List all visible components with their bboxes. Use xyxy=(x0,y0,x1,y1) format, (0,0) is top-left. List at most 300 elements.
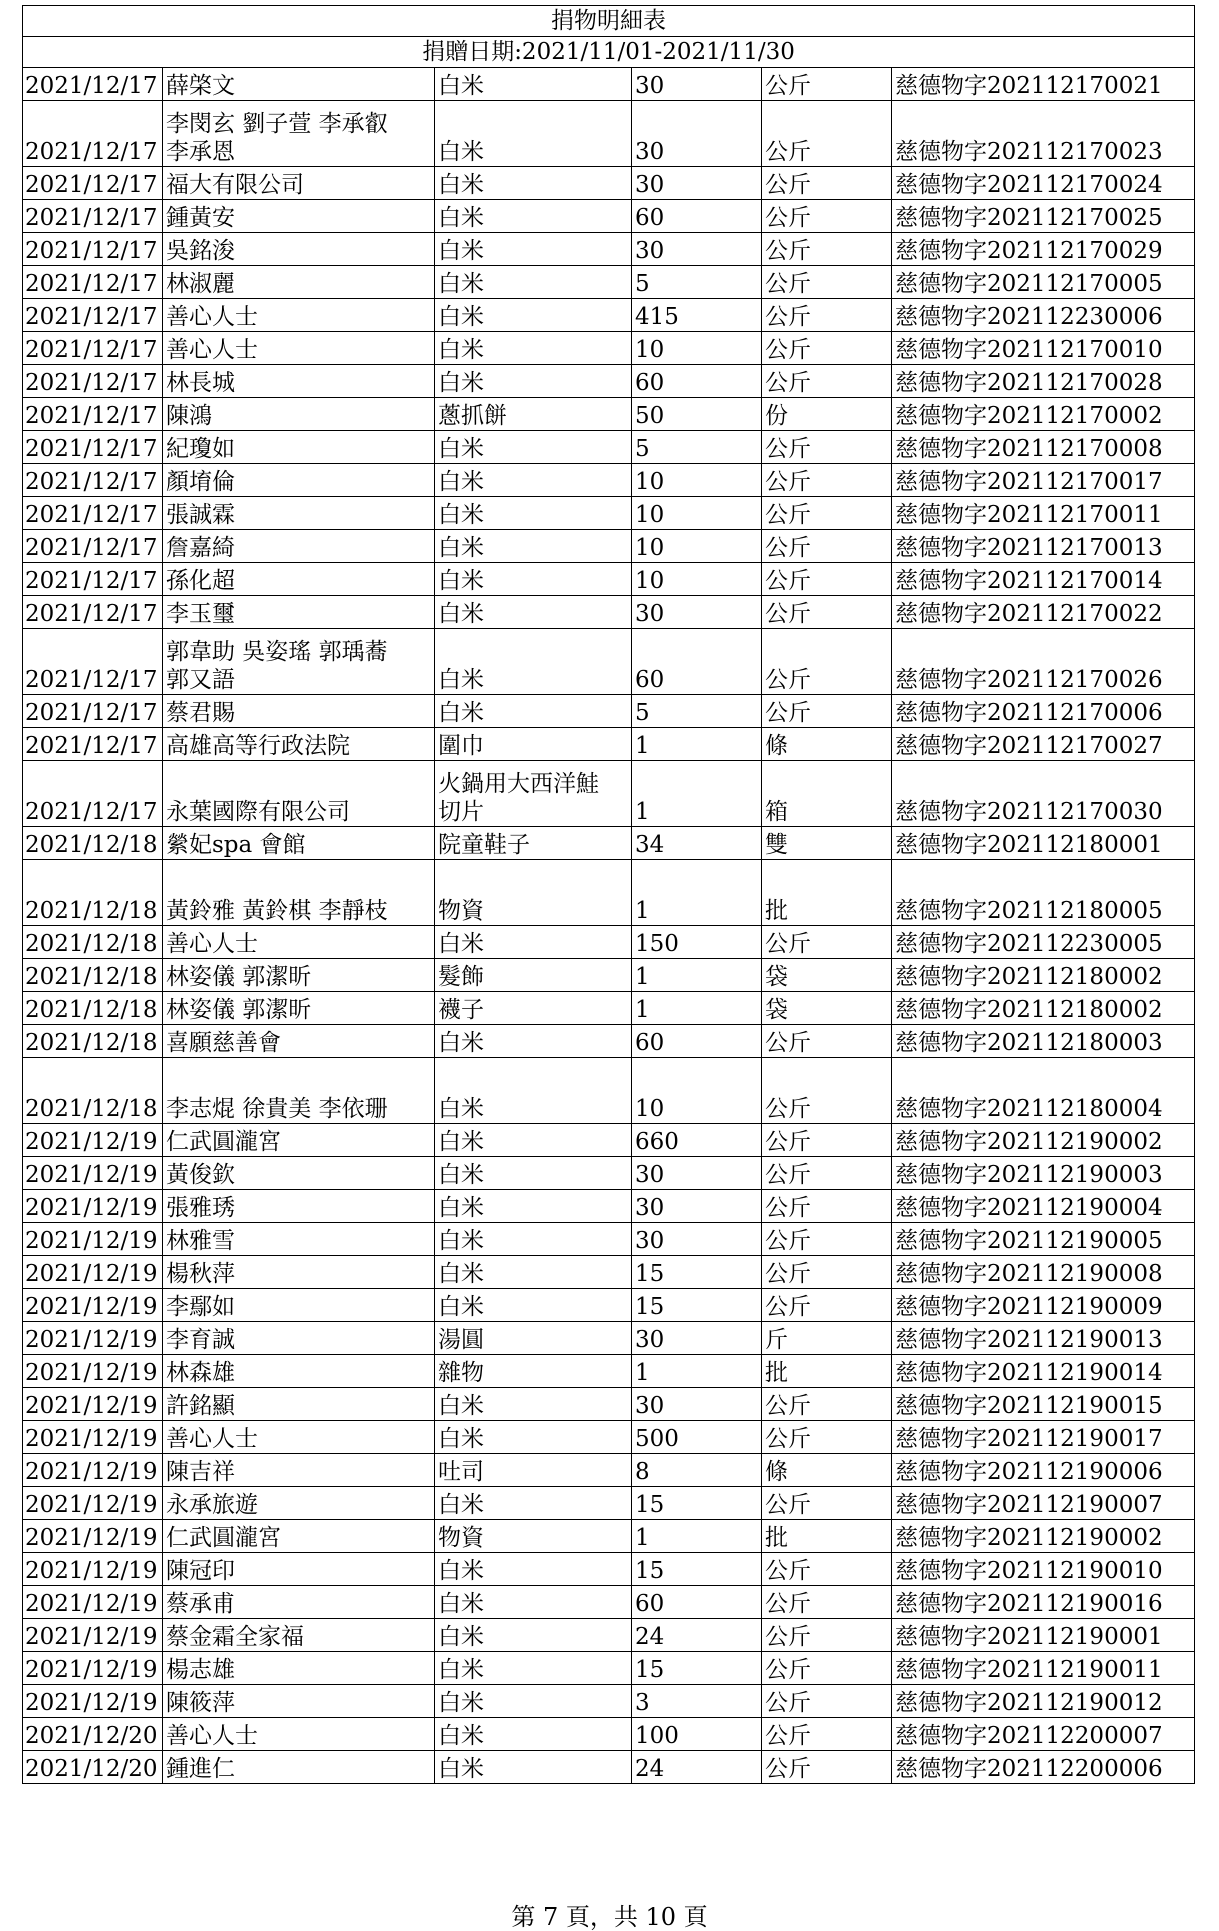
donor-cell xyxy=(163,1322,435,1355)
item-cell-line: 白米 xyxy=(438,601,484,627)
unit-cell: 公斤 xyxy=(762,365,892,398)
quantity-cell: 30 xyxy=(632,101,762,167)
donor-cell xyxy=(163,1025,435,1058)
item-cell xyxy=(435,1223,632,1256)
unit-cell: 批 xyxy=(762,860,892,926)
item-cell xyxy=(435,530,632,563)
item-cell-line: 白米 xyxy=(438,1393,484,1419)
donor-cell xyxy=(163,497,435,530)
quantity-cell: 1 xyxy=(632,728,762,761)
donor-cell-line: 郭韋助 吳姿瑤 郭瑀蕎 xyxy=(166,639,388,665)
receipt-number-cell: 慈德物字202112180003 xyxy=(892,1025,1195,1058)
unit-cell: 箱 xyxy=(762,761,892,827)
date-cell: 2021/12/19 xyxy=(23,1190,163,1223)
item-cell-line: 白米 xyxy=(438,1030,484,1056)
unit-cell: 公斤 xyxy=(762,1289,892,1322)
donor-cell xyxy=(163,1058,435,1124)
table-row xyxy=(23,167,1195,200)
donor-cell-line: 林姿儀 郭潔昕 xyxy=(166,997,312,1023)
donor-cell xyxy=(163,563,435,596)
donor-cell-line: 楊志雄 xyxy=(166,1657,235,1683)
quantity-cell: 1 xyxy=(632,1355,762,1388)
donor-cell xyxy=(163,695,435,728)
table-row xyxy=(23,68,1195,101)
item-cell xyxy=(435,1619,632,1652)
quantity-cell: 10 xyxy=(632,1058,762,1124)
quantity-cell: 10 xyxy=(632,563,762,596)
item-cell-line: 白米 xyxy=(438,73,484,99)
donor-cell-line: 縈妃spa 會館 xyxy=(166,832,306,858)
receipt-number-cell: 慈德物字202112170026 xyxy=(892,629,1195,695)
donor-cell xyxy=(163,266,435,299)
quantity-cell: 50 xyxy=(632,398,762,431)
quantity-cell: 30 xyxy=(632,167,762,200)
receipt-number-cell: 慈德物字202112190005 xyxy=(892,1223,1195,1256)
quantity-cell: 24 xyxy=(632,1619,762,1652)
unit-cell: 公斤 xyxy=(762,497,892,530)
donor-cell xyxy=(163,233,435,266)
item-cell-line: 白米 xyxy=(438,1558,484,1584)
unit-cell: 公斤 xyxy=(762,200,892,233)
date-cell: 2021/12/17 xyxy=(23,101,163,167)
item-cell xyxy=(435,464,632,497)
donor-cell xyxy=(163,68,435,101)
donor-cell-line: 善心人士 xyxy=(166,304,258,330)
donor-cell xyxy=(163,332,435,365)
unit-cell: 公斤 xyxy=(762,233,892,266)
receipt-number-cell: 慈德物字202112180001 xyxy=(892,827,1195,860)
date-cell: 2021/12/17 xyxy=(23,266,163,299)
donor-cell xyxy=(163,1256,435,1289)
quantity-cell: 150 xyxy=(632,926,762,959)
receipt-number-cell: 慈德物字202112190015 xyxy=(892,1388,1195,1421)
donor-cell-line: 陳筱萍 xyxy=(166,1690,235,1716)
donor-cell-line: 顏堉倫 xyxy=(166,469,235,495)
item-cell xyxy=(435,1520,632,1553)
unit-cell: 公斤 xyxy=(762,1751,892,1784)
donor-cell-line: 林雅雪 xyxy=(166,1228,235,1254)
item-cell xyxy=(435,695,632,728)
unit-cell: 斤 xyxy=(762,1322,892,1355)
donor-cell xyxy=(163,398,435,431)
date-cell: 2021/12/19 xyxy=(23,1421,163,1454)
item-cell-line: 白米 xyxy=(438,700,484,726)
item-cell xyxy=(435,497,632,530)
donation-table xyxy=(22,5,1195,1784)
table-row xyxy=(23,398,1195,431)
receipt-number-cell: 慈德物字202112190004 xyxy=(892,1190,1195,1223)
item-cell-line: 白米 xyxy=(438,931,484,957)
receipt-number-cell: 慈德物字202112180002 xyxy=(892,959,1195,992)
table-row xyxy=(23,101,1195,167)
donor-cell-line: 紀瓊如 xyxy=(166,436,235,462)
receipt-number-cell: 慈德物字202112170022 xyxy=(892,596,1195,629)
receipt-number-cell: 慈德物字202112180004 xyxy=(892,1058,1195,1124)
quantity-cell: 34 xyxy=(632,827,762,860)
unit-cell: 公斤 xyxy=(762,101,892,167)
quantity-cell: 24 xyxy=(632,1751,762,1784)
donor-cell-line: 黃鈴雅 黃鈴棋 李靜枝 xyxy=(166,898,388,924)
item-cell xyxy=(435,299,632,332)
item-cell-line: 白米 xyxy=(438,1129,484,1155)
unit-cell: 公斤 xyxy=(762,530,892,563)
item-cell xyxy=(435,1256,632,1289)
donor-cell-line: 仁武圓瀧宮 xyxy=(166,1525,281,1551)
donor-cell-line: 張誠霖 xyxy=(166,502,235,528)
unit-cell: 袋 xyxy=(762,992,892,1025)
unit-cell: 條 xyxy=(762,1454,892,1487)
table-row xyxy=(23,497,1195,530)
donor-cell-line: 善心人士 xyxy=(166,1426,258,1452)
table-row xyxy=(23,1124,1195,1157)
item-cell-line: 白米 xyxy=(438,271,484,297)
table-row xyxy=(23,1322,1195,1355)
date-cell: 2021/12/19 xyxy=(23,1256,163,1289)
item-cell-line: 白米 xyxy=(438,1657,484,1683)
table-row xyxy=(23,1058,1195,1124)
item-cell xyxy=(435,827,632,860)
receipt-number-cell: 慈德物字202112170006 xyxy=(892,695,1195,728)
item-cell xyxy=(435,563,632,596)
table-title: 捐物明細表 xyxy=(23,6,1195,37)
receipt-number-cell: 慈德物字202112170029 xyxy=(892,233,1195,266)
donor-cell-line: 楊秋萍 xyxy=(166,1261,235,1287)
date-cell: 2021/12/17 xyxy=(23,398,163,431)
donor-cell-line: 善心人士 xyxy=(166,1723,258,1749)
donor-cell-line: 李鄢如 xyxy=(166,1294,235,1320)
donor-cell xyxy=(163,530,435,563)
donor-cell-line: 仁武圓瀧宮 xyxy=(166,1129,281,1155)
date-cell: 2021/12/19 xyxy=(23,1553,163,1586)
receipt-number-cell: 慈德物字202112190009 xyxy=(892,1289,1195,1322)
unit-cell: 公斤 xyxy=(762,1157,892,1190)
item-cell xyxy=(435,1025,632,1058)
donor-cell xyxy=(163,1520,435,1553)
donor-cell-line: 善心人士 xyxy=(166,931,258,957)
receipt-number-cell: 慈德物字202112230006 xyxy=(892,299,1195,332)
quantity-cell: 1 xyxy=(632,959,762,992)
item-cell xyxy=(435,1388,632,1421)
quantity-cell: 15 xyxy=(632,1553,762,1586)
table-row xyxy=(23,860,1195,926)
item-cell xyxy=(435,1487,632,1520)
unit-cell: 公斤 xyxy=(762,332,892,365)
table-row xyxy=(23,332,1195,365)
quantity-cell: 30 xyxy=(632,68,762,101)
receipt-number-cell: 慈德物字202112190002 xyxy=(892,1124,1195,1157)
quantity-cell: 10 xyxy=(632,464,762,497)
table-row xyxy=(23,1619,1195,1652)
table-row xyxy=(23,530,1195,563)
donor-cell-line: 鍾黃安 xyxy=(166,205,235,231)
receipt-number-cell: 慈德物字202112190016 xyxy=(892,1586,1195,1619)
receipt-number-cell: 慈德物字202112170011 xyxy=(892,497,1195,530)
receipt-number-cell: 慈德物字202112170002 xyxy=(892,398,1195,431)
quantity-cell: 60 xyxy=(632,1025,762,1058)
donor-cell-line: 永承旅遊 xyxy=(166,1492,258,1518)
receipt-number-cell: 慈德物字202112170027 xyxy=(892,728,1195,761)
date-cell: 2021/12/17 xyxy=(23,497,163,530)
quantity-cell: 8 xyxy=(632,1454,762,1487)
receipt-number-cell: 慈德物字202112170008 xyxy=(892,431,1195,464)
date-cell: 2021/12/20 xyxy=(23,1718,163,1751)
item-cell-line: 切片 xyxy=(438,799,484,825)
item-cell xyxy=(435,167,632,200)
item-cell-line: 白米 xyxy=(438,139,484,165)
item-cell xyxy=(435,728,632,761)
donor-cell xyxy=(163,860,435,926)
date-cell: 2021/12/19 xyxy=(23,1652,163,1685)
date-cell: 2021/12/19 xyxy=(23,1487,163,1520)
item-cell xyxy=(435,431,632,464)
date-cell: 2021/12/17 xyxy=(23,332,163,365)
receipt-number-cell: 慈德物字202112170023 xyxy=(892,101,1195,167)
date-cell: 2021/12/19 xyxy=(23,1157,163,1190)
receipt-number-cell: 慈德物字202112190002 xyxy=(892,1520,1195,1553)
unit-cell: 公斤 xyxy=(762,1025,892,1058)
donor-cell xyxy=(163,926,435,959)
table-row xyxy=(23,266,1195,299)
item-cell-line: 白米 xyxy=(438,1426,484,1452)
item-cell-line: 白米 xyxy=(438,172,484,198)
receipt-number-cell: 慈德物字202112190011 xyxy=(892,1652,1195,1685)
receipt-number-cell: 慈德物字202112190012 xyxy=(892,1685,1195,1718)
date-cell: 2021/12/19 xyxy=(23,1586,163,1619)
quantity-cell: 10 xyxy=(632,332,762,365)
item-cell xyxy=(435,332,632,365)
donor-cell xyxy=(163,1223,435,1256)
date-cell: 2021/12/20 xyxy=(23,1751,163,1784)
quantity-cell: 100 xyxy=(632,1718,762,1751)
table-row xyxy=(23,827,1195,860)
unit-cell: 公斤 xyxy=(762,1388,892,1421)
unit-cell: 公斤 xyxy=(762,167,892,200)
donor-cell-line: 永葉國際有限公司 xyxy=(166,799,350,825)
unit-cell: 公斤 xyxy=(762,431,892,464)
donor-cell-line xyxy=(166,1067,434,1095)
quantity-cell: 30 xyxy=(632,1157,762,1190)
item-cell xyxy=(435,365,632,398)
donor-cell-line: 李志焜 徐貴美 李依珊 xyxy=(166,1096,388,1122)
table-row xyxy=(23,1421,1195,1454)
quantity-cell: 30 xyxy=(632,1223,762,1256)
table-row xyxy=(23,728,1195,761)
quantity-cell: 5 xyxy=(632,431,762,464)
item-cell-line: 白米 xyxy=(438,1195,484,1221)
item-cell-line: 白米 xyxy=(438,1261,484,1287)
table-row xyxy=(23,1388,1195,1421)
item-cell-line: 湯圓 xyxy=(438,1327,484,1353)
item-cell xyxy=(435,1586,632,1619)
receipt-number-cell: 慈德物字202112170030 xyxy=(892,761,1195,827)
item-cell-line: 白米 xyxy=(438,667,484,693)
quantity-cell: 1 xyxy=(632,860,762,926)
item-cell-line: 白米 xyxy=(438,304,484,330)
donor-cell-line: 蔡金霜全家福 xyxy=(166,1624,304,1650)
donor-cell-line: 李玉璽 xyxy=(166,601,235,627)
item-cell xyxy=(435,1421,632,1454)
donor-cell xyxy=(163,629,435,695)
unit-cell: 公斤 xyxy=(762,464,892,497)
item-cell-line: 白米 xyxy=(438,337,484,363)
table-row xyxy=(23,464,1195,497)
item-cell-line: 白米 xyxy=(438,502,484,528)
table-row xyxy=(23,1157,1195,1190)
date-cell: 2021/12/19 xyxy=(23,1289,163,1322)
date-cell: 2021/12/18 xyxy=(23,827,163,860)
table-row xyxy=(23,431,1195,464)
donor-cell xyxy=(163,365,435,398)
item-cell-line: 襪子 xyxy=(438,997,484,1023)
item-cell-line: 火鍋用大西洋鮭 xyxy=(438,771,599,797)
unit-cell: 公斤 xyxy=(762,1124,892,1157)
donor-cell-line: 蔡承甫 xyxy=(166,1591,235,1617)
table-row xyxy=(23,695,1195,728)
item-cell xyxy=(435,1718,632,1751)
date-cell: 2021/12/18 xyxy=(23,1025,163,1058)
table-row xyxy=(23,761,1195,827)
date-cell: 2021/12/17 xyxy=(23,233,163,266)
quantity-cell: 30 xyxy=(632,1388,762,1421)
receipt-number-cell: 慈德物字202112170010 xyxy=(892,332,1195,365)
receipt-number-cell: 慈德物字202112180005 xyxy=(892,860,1195,926)
donor-cell-line: 李承恩 xyxy=(166,139,235,165)
unit-cell: 公斤 xyxy=(762,926,892,959)
receipt-number-cell: 慈德物字202112190013 xyxy=(892,1322,1195,1355)
table-row xyxy=(23,926,1195,959)
donor-cell-line: 陳鴻 xyxy=(166,403,212,429)
quantity-cell: 30 xyxy=(632,596,762,629)
item-cell xyxy=(435,992,632,1025)
item-cell xyxy=(435,1751,632,1784)
unit-cell: 公斤 xyxy=(762,1586,892,1619)
donor-cell xyxy=(163,1652,435,1685)
table-row xyxy=(23,563,1195,596)
table-row xyxy=(23,959,1195,992)
quantity-cell: 5 xyxy=(632,695,762,728)
donor-cell xyxy=(163,464,435,497)
table-row xyxy=(23,1223,1195,1256)
donor-cell-line: 林長城 xyxy=(166,370,235,396)
quantity-cell: 10 xyxy=(632,530,762,563)
quantity-cell: 1 xyxy=(632,1520,762,1553)
quantity-cell: 10 xyxy=(632,497,762,530)
unit-cell: 公斤 xyxy=(762,563,892,596)
quantity-cell: 60 xyxy=(632,629,762,695)
date-cell: 2021/12/17 xyxy=(23,761,163,827)
unit-cell: 公斤 xyxy=(762,266,892,299)
item-cell xyxy=(435,266,632,299)
donor-cell xyxy=(163,1388,435,1421)
item-cell xyxy=(435,1454,632,1487)
unit-cell: 公斤 xyxy=(762,1190,892,1223)
table-row xyxy=(23,233,1195,266)
date-cell: 2021/12/17 xyxy=(23,200,163,233)
item-cell xyxy=(435,1289,632,1322)
date-cell: 2021/12/19 xyxy=(23,1322,163,1355)
date-range: 捐贈日期:2021/11/01-2021/11/30 xyxy=(23,37,1195,68)
quantity-cell: 60 xyxy=(632,200,762,233)
donor-cell-line xyxy=(166,869,434,897)
quantity-cell: 415 xyxy=(632,299,762,332)
item-cell xyxy=(435,233,632,266)
item-cell xyxy=(435,1355,632,1388)
date-cell: 2021/12/18 xyxy=(23,959,163,992)
item-cell-line: 白米 xyxy=(438,1228,484,1254)
donor-cell-line: 善心人士 xyxy=(166,337,258,363)
item-cell-line: 白米 xyxy=(438,1162,484,1188)
table-row xyxy=(23,1685,1195,1718)
date-cell: 2021/12/17 xyxy=(23,629,163,695)
table-row xyxy=(23,1355,1195,1388)
date-cell: 2021/12/17 xyxy=(23,68,163,101)
item-cell-line: 白米 xyxy=(438,370,484,396)
unit-cell: 公斤 xyxy=(762,1223,892,1256)
unit-cell: 公斤 xyxy=(762,596,892,629)
date-cell: 2021/12/19 xyxy=(23,1223,163,1256)
date-cell: 2021/12/17 xyxy=(23,431,163,464)
receipt-number-cell: 慈德物字202112170005 xyxy=(892,266,1195,299)
date-cell: 2021/12/17 xyxy=(23,695,163,728)
date-cell: 2021/12/17 xyxy=(23,530,163,563)
item-cell xyxy=(435,959,632,992)
donor-cell xyxy=(163,1190,435,1223)
item-cell xyxy=(435,629,632,695)
item-cell xyxy=(435,68,632,101)
receipt-number-cell: 慈德物字202112170028 xyxy=(892,365,1195,398)
unit-cell: 公斤 xyxy=(762,1421,892,1454)
item-cell-line: 雜物 xyxy=(438,1360,484,1386)
receipt-number-cell: 慈德物字202112170021 xyxy=(892,68,1195,101)
unit-cell: 雙 xyxy=(762,827,892,860)
unit-cell: 公斤 xyxy=(762,1718,892,1751)
donor-cell xyxy=(163,1619,435,1652)
donor-cell xyxy=(163,827,435,860)
table-row xyxy=(23,1289,1195,1322)
donor-cell xyxy=(163,101,435,167)
receipt-number-cell: 慈德物字202112230005 xyxy=(892,926,1195,959)
receipt-number-cell: 慈德物字202112170013 xyxy=(892,530,1195,563)
date-cell: 2021/12/17 xyxy=(23,464,163,497)
date-cell: 2021/12/17 xyxy=(23,365,163,398)
receipt-number-cell: 慈德物字202112170014 xyxy=(892,563,1195,596)
date-cell: 2021/12/17 xyxy=(23,299,163,332)
unit-cell: 公斤 xyxy=(762,68,892,101)
table-row xyxy=(23,200,1195,233)
date-cell: 2021/12/19 xyxy=(23,1355,163,1388)
quantity-cell: 5 xyxy=(632,266,762,299)
item-cell-line: 白米 xyxy=(438,1756,484,1782)
donor-cell-line: 郭又語 xyxy=(166,667,235,693)
donor-cell-line: 喜願慈善會 xyxy=(166,1030,281,1056)
item-cell-line: 白米 xyxy=(438,535,484,561)
receipt-number-cell: 慈德物字202112200006 xyxy=(892,1751,1195,1784)
item-cell-line: 院童鞋子 xyxy=(438,832,530,858)
donor-cell xyxy=(163,1355,435,1388)
item-cell-line: 白米 xyxy=(438,1690,484,1716)
item-cell-line: 白米 xyxy=(438,1492,484,1518)
donor-cell-line: 林淑麗 xyxy=(166,271,235,297)
table-row xyxy=(23,629,1195,695)
donor-cell xyxy=(163,992,435,1025)
item-cell-line: 白米 xyxy=(438,1096,484,1122)
date-cell: 2021/12/19 xyxy=(23,1454,163,1487)
item-cell xyxy=(435,101,632,167)
donor-cell xyxy=(163,1685,435,1718)
item-cell xyxy=(435,860,632,926)
donor-cell-line: 吳銘浚 xyxy=(166,238,235,264)
unit-cell: 袋 xyxy=(762,959,892,992)
